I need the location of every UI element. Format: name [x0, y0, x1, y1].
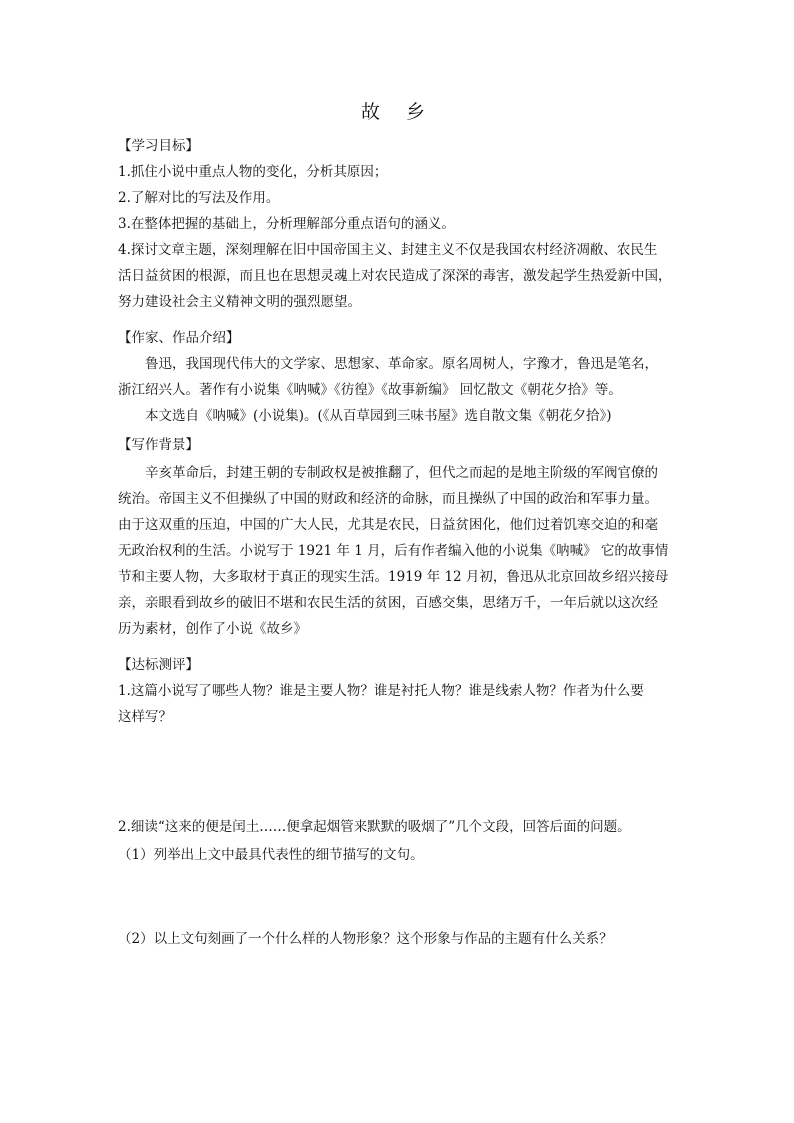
objective-line: 努力建设社会主义精神文明的强烈愿望。 — [118, 294, 361, 310]
background-line: 无政治权利的生活。小说写于 1921 年 1 月，后有作者编入他的小说集《呐喊》 它的故事情 — [118, 543, 669, 559]
background-heading: 【写作背景】 — [118, 437, 199, 453]
author-heading: 【作家、作品介绍】 — [118, 330, 240, 346]
assessment-heading: 【达标测评】 — [118, 657, 199, 673]
author-paragraph-line: 鲁迅，我国现代伟大的文学家、思想家、革命家。原名周树人，字豫才，鲁迅是笔名， — [145, 356, 658, 372]
background-line: 统治。帝国主义不但操纵了中国的财政和经济的命脉，而且操纵了中国的政治和军事力量。 — [118, 491, 658, 507]
objectives-heading: 【学习目标】 — [118, 138, 199, 154]
background-line: 辛亥革命后，封建王朝的专制政权是被推翻了，但代之而起的是地主阶级的军阀官僚的 — [145, 465, 658, 481]
objective-line: 1.抓住小说中重点人物的变化，分析其原因； — [118, 164, 388, 180]
background-line: 节和主要人物，大多取材于真正的现实生活。1919 年 12 月初，鲁迅从北京回故乡绍兴接母 — [118, 569, 669, 585]
author-paragraph-line: 浙江绍兴人。著作有小说集《呐喊》《彷徨》《故事新编》 回忆散文《朝花夕拾》等。 — [118, 382, 622, 398]
objective-line: 活日益贫困的根源，而且也在思想灵魂上对农民造成了深深的毒害，激发起学生热爱新中国， — [118, 268, 672, 284]
document-page — [118, 0, 678, 1123]
objective-line: 4.探讨文章主题，深刻理解在旧中国帝国主义、封建主义不仅是我国农村经济凋敝、农民生 — [118, 242, 658, 258]
background-line: 历为素材，创作了小说《故乡》 — [118, 621, 307, 637]
question-2: 2.细读“这来的便是闰土……便拿起烟管来默默的吸烟了”几个文段，回答后面的问题。 — [118, 819, 631, 835]
source-note-line: 本文选自《呐喊》(小说集)。(《从百草园到三味书屋》选自散文集《朝花夕拾》) — [145, 408, 612, 424]
question-1-line: 这样写？ — [118, 709, 172, 725]
objective-line: 2.了解对比的写法及作用。 — [118, 190, 280, 206]
background-line: 亲，亲眼看到故乡的破旧不堪和农民生活的贫困，百感交集，思绪万千，一年后就以这次经 — [118, 595, 658, 611]
background-line: 由于这双重的压迫，中国的广大人民，尤其是农民，日益贫困化，他们过着饥寒交迫的和毫 — [118, 517, 658, 533]
question-2-part-2: （2）以上文句刻画了一个什么样的人物形象？这个形象与作品的主题有什么关系？ — [118, 931, 613, 947]
question-2-part-1: （1）列举出上文中最具代表性的细节描写的文句。 — [118, 847, 424, 863]
document-title: 故 乡 — [360, 101, 436, 123]
objective-line: 3.在整体把握的基础上，分析理解部分重点语句的涵义。 — [118, 216, 455, 232]
question-1-line: 1.这篇小说写了哪些人物？谁是主要人物？谁是衬托人物？谁是线索人物？作者为什么要 — [118, 683, 644, 699]
